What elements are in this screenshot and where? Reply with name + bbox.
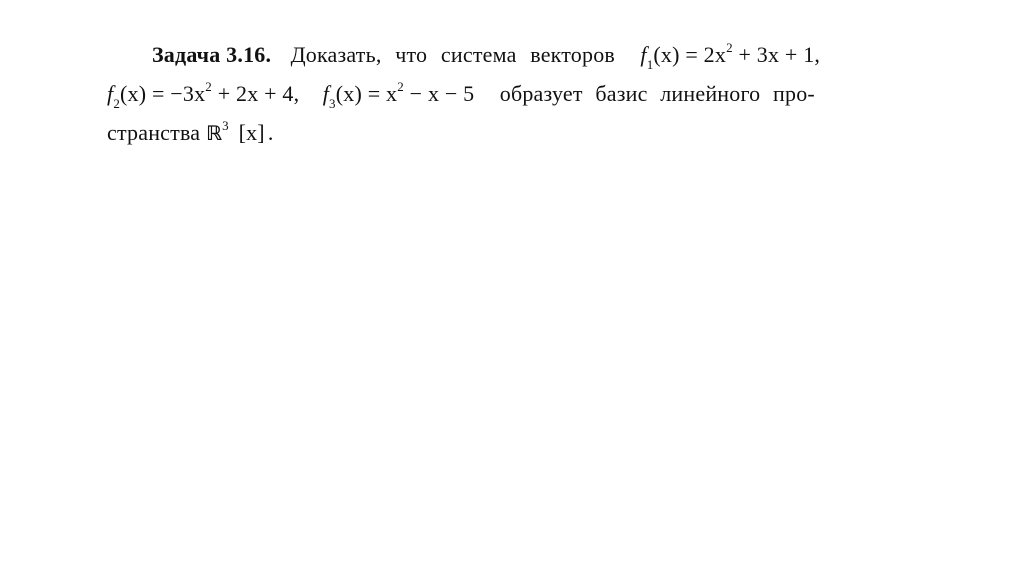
real-numbers-symbol: ℝ [205, 121, 223, 145]
space-power: 3 [222, 117, 229, 133]
sentence-end: . [267, 120, 274, 145]
problem-line3-prefix: странства [107, 120, 201, 145]
problem-line-2 [107, 78, 815, 112]
formula-f2: $f_2(x) = -3x^2 + 2x + 4$, [107, 78, 300, 112]
problem-label: Задача 3.16. [152, 42, 272, 67]
space-argument: [x] [238, 120, 265, 145]
problem-line-1 [152, 39, 821, 73]
formula-f3: $f_3(x) = x^2 - x - 5$ [322, 78, 475, 112]
problem-intro: Доказать, что система векторов [290, 42, 615, 67]
problem-line-3 [107, 119, 274, 147]
formula-f1: $f_1(x) = 2x^2 + 3x + 1$, [640, 39, 821, 73]
problem-middle-text: образует базис линейного про- [499, 81, 815, 106]
